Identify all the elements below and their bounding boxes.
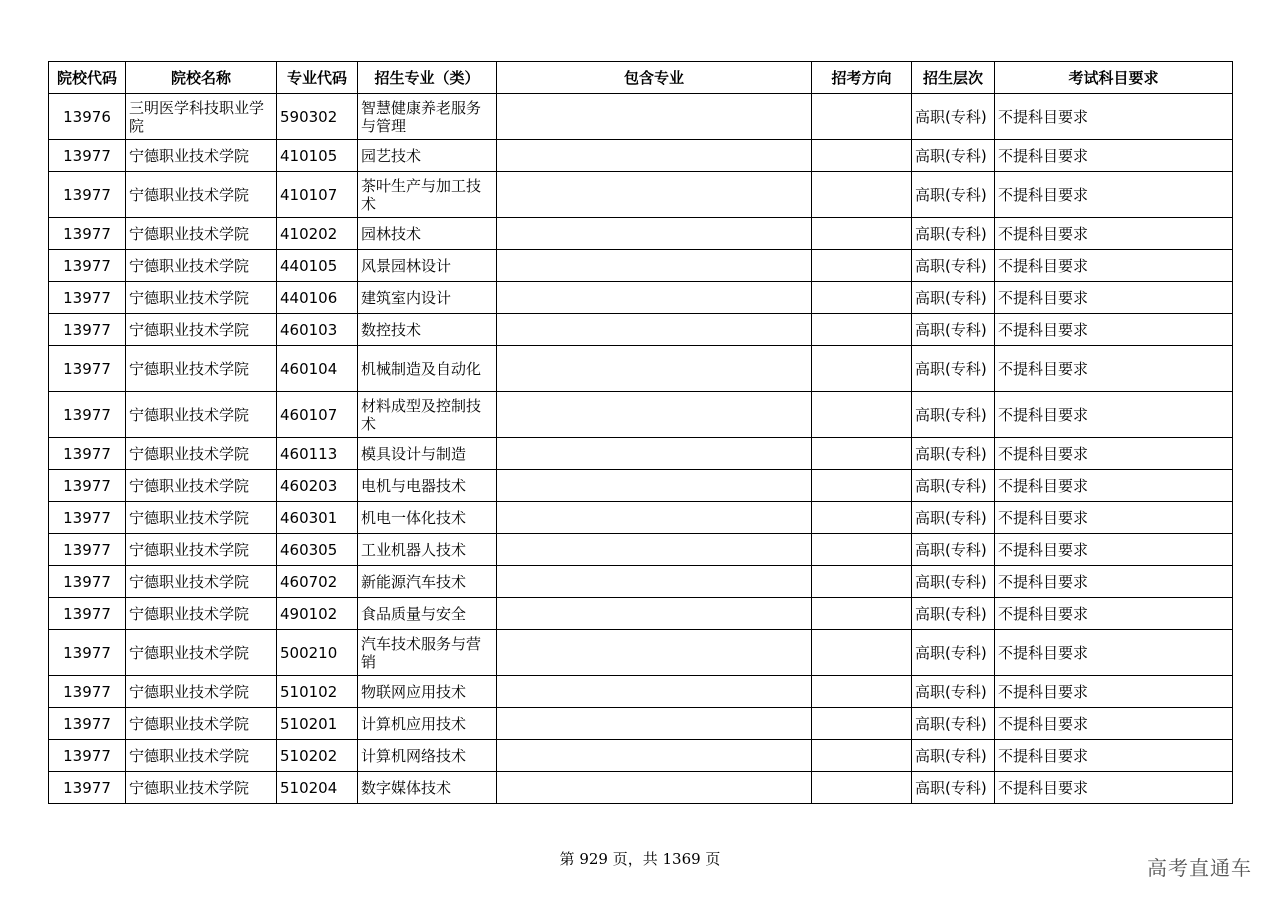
cell-major: 机电一体化技术 <box>358 502 497 534</box>
cell-school-name: 宁德职业技术学院 <box>126 566 277 598</box>
cell-level: 高职(专科) <box>912 708 995 740</box>
cell-major-code: 440106 <box>277 282 358 314</box>
cell-included-majors <box>497 566 812 598</box>
table-row <box>49 140 1233 172</box>
cell-level: 高职(专科) <box>912 218 995 250</box>
cell-school-code: 13977 <box>49 218 126 250</box>
cell-major: 园艺技术 <box>358 140 497 172</box>
cell-level: 高职(专科) <box>912 740 995 772</box>
cell-subject-requirement: 不提科目要求 <box>995 534 1233 566</box>
table-row <box>49 392 1233 438</box>
cell-major-code: 510202 <box>277 740 358 772</box>
table-row <box>49 566 1233 598</box>
cell-subject-requirement: 不提科目要求 <box>995 392 1233 438</box>
header-row <box>49 62 1233 94</box>
cell-major: 机械制造及自动化 <box>358 346 497 392</box>
cell-subject-requirement: 不提科目要求 <box>995 250 1233 282</box>
cell-major: 计算机应用技术 <box>358 708 497 740</box>
table-row <box>49 282 1233 314</box>
cell-direction <box>812 470 912 502</box>
cell-level: 高职(专科) <box>912 534 995 566</box>
table-row <box>49 740 1233 772</box>
cell-major: 风景园林设计 <box>358 250 497 282</box>
cell-school-name: 宁德职业技术学院 <box>126 470 277 502</box>
cell-direction <box>812 172 912 218</box>
cell-subject-requirement: 不提科目要求 <box>995 708 1233 740</box>
cell-direction <box>812 218 912 250</box>
cell-direction <box>812 392 912 438</box>
cell-major: 食品质量与安全 <box>358 598 497 630</box>
table-row <box>49 438 1233 470</box>
cell-level: 高职(专科) <box>912 676 995 708</box>
cell-level: 高职(专科) <box>912 282 995 314</box>
cell-major-code: 500210 <box>277 630 358 676</box>
cell-included-majors <box>497 708 812 740</box>
cell-level: 高职(专科) <box>912 470 995 502</box>
table-row <box>49 676 1233 708</box>
cell-school-code: 13977 <box>49 676 126 708</box>
cell-major-code: 410202 <box>277 218 358 250</box>
cell-included-majors <box>497 314 812 346</box>
cell-school-name: 宁德职业技术学院 <box>126 708 277 740</box>
cell-school-name: 宁德职业技术学院 <box>126 282 277 314</box>
cell-subject-requirement: 不提科目要求 <box>995 218 1233 250</box>
table-row <box>49 502 1233 534</box>
header-major-code: 专业代码 <box>277 62 358 94</box>
cell-level: 高职(专科) <box>912 598 995 630</box>
table-row <box>49 94 1233 140</box>
cell-direction <box>812 740 912 772</box>
header-subject-requirement: 考试科目要求 <box>995 62 1233 94</box>
cell-school-code: 13977 <box>49 566 126 598</box>
cell-school-name: 宁德职业技术学院 <box>126 140 277 172</box>
cell-major-code: 490102 <box>277 598 358 630</box>
cell-included-majors <box>497 438 812 470</box>
cell-school-code: 13977 <box>49 314 126 346</box>
cell-school-name: 宁德职业技术学院 <box>126 346 277 392</box>
cell-school-code: 13977 <box>49 708 126 740</box>
cell-level: 高职(专科) <box>912 140 995 172</box>
cell-school-code: 13977 <box>49 534 126 566</box>
cell-school-name: 宁德职业技术学院 <box>126 676 277 708</box>
cell-subject-requirement: 不提科目要求 <box>995 772 1233 804</box>
cell-major-code: 510204 <box>277 772 358 804</box>
cell-level: 高职(专科) <box>912 566 995 598</box>
cell-school-code: 13977 <box>49 346 126 392</box>
cell-school-name: 宁德职业技术学院 <box>126 218 277 250</box>
cell-included-majors <box>497 772 812 804</box>
cell-direction <box>812 94 912 140</box>
cell-level: 高职(专科) <box>912 94 995 140</box>
cell-major: 物联网应用技术 <box>358 676 497 708</box>
cell-major: 数控技术 <box>358 314 497 346</box>
cell-direction <box>812 502 912 534</box>
cell-subject-requirement: 不提科目要求 <box>995 346 1233 392</box>
cell-major-code: 460702 <box>277 566 358 598</box>
cell-major: 汽车技术服务与营销 <box>358 630 497 676</box>
cell-direction <box>812 772 912 804</box>
cell-direction <box>812 346 912 392</box>
cell-school-code: 13977 <box>49 740 126 772</box>
cell-school-name: 宁德职业技术学院 <box>126 438 277 470</box>
cell-subject-requirement: 不提科目要求 <box>995 598 1233 630</box>
cell-major: 新能源汽车技术 <box>358 566 497 598</box>
cell-school-code: 13977 <box>49 470 126 502</box>
cell-major: 计算机网络技术 <box>358 740 497 772</box>
cell-direction <box>812 630 912 676</box>
cell-school-name: 宁德职业技术学院 <box>126 314 277 346</box>
cell-included-majors <box>497 676 812 708</box>
cell-school-name: 三明医学科技职业学院 <box>126 94 277 140</box>
cell-direction <box>812 250 912 282</box>
cell-school-code: 13977 <box>49 140 126 172</box>
cell-school-code: 13977 <box>49 502 126 534</box>
cell-major-code: 440105 <box>277 250 358 282</box>
cell-school-code: 13977 <box>49 772 126 804</box>
table-row <box>49 218 1233 250</box>
table-row <box>49 772 1233 804</box>
cell-school-code: 13977 <box>49 598 126 630</box>
cell-included-majors <box>497 534 812 566</box>
cell-major-code: 410107 <box>277 172 358 218</box>
table-row <box>49 708 1233 740</box>
cell-level: 高职(专科) <box>912 502 995 534</box>
cell-major-code: 460104 <box>277 346 358 392</box>
table-row <box>49 172 1233 218</box>
cell-subject-requirement: 不提科目要求 <box>995 94 1233 140</box>
cell-level: 高职(专科) <box>912 346 995 392</box>
table-row <box>49 314 1233 346</box>
header-school-code: 院校代码 <box>49 62 126 94</box>
cell-direction <box>812 708 912 740</box>
cell-major: 智慧健康养老服务与管理 <box>358 94 497 140</box>
cell-school-name: 宁德职业技术学院 <box>126 534 277 566</box>
page-number: 第 929 页，共 1369 页 <box>559 850 721 868</box>
cell-included-majors <box>497 218 812 250</box>
cell-subject-requirement: 不提科目要求 <box>995 566 1233 598</box>
header-direction: 招考方向 <box>812 62 912 94</box>
cell-level: 高职(专科) <box>912 172 995 218</box>
enrollment-table <box>48 61 1233 804</box>
cell-direction <box>812 438 912 470</box>
table-row <box>49 470 1233 502</box>
cell-direction <box>812 598 912 630</box>
cell-major: 数字媒体技术 <box>358 772 497 804</box>
header-school-name: 院校名称 <box>126 62 277 94</box>
table-row <box>49 630 1233 676</box>
cell-school-name: 宁德职业技术学院 <box>126 392 277 438</box>
cell-level: 高职(专科) <box>912 630 995 676</box>
cell-school-code: 13977 <box>49 250 126 282</box>
cell-school-name: 宁德职业技术学院 <box>126 740 277 772</box>
cell-school-name: 宁德职业技术学院 <box>126 250 277 282</box>
cell-direction <box>812 676 912 708</box>
cell-included-majors <box>497 94 812 140</box>
cell-major: 材料成型及控制技术 <box>358 392 497 438</box>
cell-subject-requirement: 不提科目要求 <box>995 140 1233 172</box>
cell-major-code: 510201 <box>277 708 358 740</box>
cell-major: 模具设计与制造 <box>358 438 497 470</box>
cell-level: 高职(专科) <box>912 438 995 470</box>
cell-school-code: 13977 <box>49 392 126 438</box>
cell-direction <box>812 282 912 314</box>
cell-included-majors <box>497 470 812 502</box>
cell-school-name: 宁德职业技术学院 <box>126 598 277 630</box>
cell-major: 建筑室内设计 <box>358 282 497 314</box>
cell-included-majors <box>497 250 812 282</box>
cell-school-name: 宁德职业技术学院 <box>126 772 277 804</box>
table-row <box>49 534 1233 566</box>
cell-included-majors <box>497 392 812 438</box>
cell-subject-requirement: 不提科目要求 <box>995 676 1233 708</box>
cell-major-code: 410105 <box>277 140 358 172</box>
cell-subject-requirement: 不提科目要求 <box>995 314 1233 346</box>
cell-subject-requirement: 不提科目要求 <box>995 630 1233 676</box>
cell-school-code: 13977 <box>49 630 126 676</box>
header-level: 招生层次 <box>912 62 995 94</box>
header-included-majors: 包含专业 <box>497 62 812 94</box>
cell-subject-requirement: 不提科目要求 <box>995 470 1233 502</box>
cell-major-code: 460107 <box>277 392 358 438</box>
cell-school-code: 13976 <box>49 94 126 140</box>
cell-major: 电机与电器技术 <box>358 470 497 502</box>
watermark: 高考直通车 <box>1147 856 1252 880</box>
header-major: 招生专业（类） <box>358 62 497 94</box>
cell-subject-requirement: 不提科目要求 <box>995 438 1233 470</box>
cell-school-code: 13977 <box>49 282 126 314</box>
cell-included-majors <box>497 282 812 314</box>
cell-subject-requirement: 不提科目要求 <box>995 502 1233 534</box>
cell-level: 高职(专科) <box>912 250 995 282</box>
cell-included-majors <box>497 502 812 534</box>
cell-major-code: 460305 <box>277 534 358 566</box>
cell-included-majors <box>497 740 812 772</box>
table-row <box>49 598 1233 630</box>
cell-school-name: 宁德职业技术学院 <box>126 172 277 218</box>
cell-school-name: 宁德职业技术学院 <box>126 502 277 534</box>
cell-direction <box>812 314 912 346</box>
cell-major: 茶叶生产与加工技术 <box>358 172 497 218</box>
cell-included-majors <box>497 630 812 676</box>
cell-level: 高职(专科) <box>912 314 995 346</box>
cell-included-majors <box>497 346 812 392</box>
cell-major: 园林技术 <box>358 218 497 250</box>
cell-included-majors <box>497 172 812 218</box>
cell-direction <box>812 566 912 598</box>
cell-school-code: 13977 <box>49 172 126 218</box>
cell-school-name: 宁德职业技术学院 <box>126 630 277 676</box>
cell-level: 高职(专科) <box>912 392 995 438</box>
cell-school-code: 13977 <box>49 438 126 470</box>
cell-major-code: 460113 <box>277 438 358 470</box>
cell-major-code: 460103 <box>277 314 358 346</box>
cell-major: 工业机器人技术 <box>358 534 497 566</box>
cell-major-code: 590302 <box>277 94 358 140</box>
cell-major-code: 510102 <box>277 676 358 708</box>
table-row <box>49 346 1233 392</box>
cell-subject-requirement: 不提科目要求 <box>995 740 1233 772</box>
cell-included-majors <box>497 140 812 172</box>
cell-major-code: 460203 <box>277 470 358 502</box>
cell-included-majors <box>497 598 812 630</box>
cell-level: 高职(专科) <box>912 772 995 804</box>
cell-subject-requirement: 不提科目要求 <box>995 282 1233 314</box>
cell-subject-requirement: 不提科目要求 <box>995 172 1233 218</box>
table-row <box>49 250 1233 282</box>
cell-major-code: 460301 <box>277 502 358 534</box>
cell-direction <box>812 534 912 566</box>
cell-direction <box>812 140 912 172</box>
